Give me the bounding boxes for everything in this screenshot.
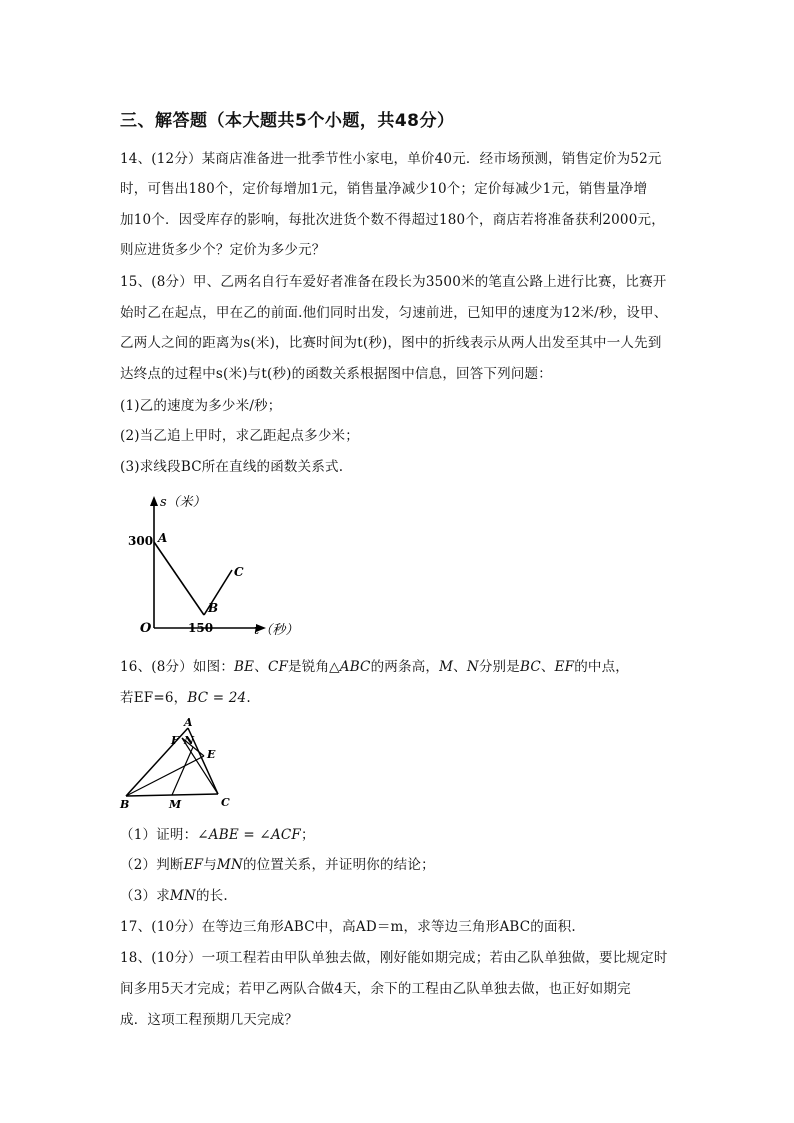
text: 的两条高， [370, 659, 440, 675]
text: 是锐角 [288, 659, 330, 675]
math-m: M [439, 659, 454, 675]
q16-figure [116, 716, 236, 810]
math-be: BE [234, 659, 255, 675]
point-b-label: B [208, 601, 219, 615]
point-c-label: C [234, 565, 244, 579]
math-bc-24: BC = 24 [187, 690, 247, 706]
math-bc: BC [519, 659, 541, 675]
text: 的中点， [574, 659, 629, 675]
q16-part-1 [120, 823, 315, 843]
q18-line-3: 成．这项工程预期几天完成？ [120, 1012, 299, 1028]
q18-line-1: 18、(10分）一项工程若由甲队单独去做，刚好能如期完成；若由乙队单独做，要比规定时 [120, 950, 668, 966]
math-angles: ∠ABE = ∠ACF [197, 827, 301, 843]
label-e: E [207, 748, 216, 761]
q15-part-1: (1)乙的速度为多少米/秒； [120, 398, 282, 414]
q15-part-3: (3)求线段BC所在直线的函数关系式. [120, 459, 344, 475]
label-f: F [171, 734, 179, 747]
math-cf: CF [267, 659, 289, 675]
q17-line: 17、(10分）在等边三角形ABC中，高AD＝m，求等边三角形ABC的面积. [120, 919, 576, 935]
math-ef: EF [554, 659, 575, 675]
x-tick-label: 150 [188, 621, 214, 635]
q18-line-2: 间多用5天才完成；若甲乙两队合做4天，余下的工程由乙队单独去做，也正好如期完 [120, 981, 631, 997]
text: 与 [203, 857, 217, 873]
math-triangle: △ABC [329, 659, 371, 675]
math-ef: EF [183, 857, 204, 873]
q14-line-2: 时，可售出180个，定价每增加1元，销售量净减少10个；定价每减少1元，销售量净增 [120, 181, 648, 197]
sep: 、 [540, 659, 555, 675]
segment-ab [154, 542, 204, 615]
x-axis-label: t（秒） [254, 623, 299, 638]
math-n: N [466, 659, 479, 675]
q16-part-2 [120, 853, 435, 873]
q14-line-3: 加10个．因受库存的影响，每批次进货个数不得超过180个，商店若将准备获利2000元， [120, 212, 665, 228]
q15-line-4: 达终点的过程中s(米)与t(秒)的函数关系根据图中信息，回答下列问题： [120, 366, 552, 382]
text: . [246, 690, 251, 706]
label-n: N [184, 734, 195, 747]
label-m: M [169, 798, 182, 810]
q16-line-1 [120, 655, 629, 675]
text: （2）判断 [120, 857, 184, 873]
altitude-be [126, 756, 204, 796]
math-mn: MN [169, 888, 196, 904]
label-a: A [184, 716, 193, 729]
sep: 、 [453, 659, 467, 675]
text: （1）证明： [120, 827, 198, 843]
y-axis-arrow [150, 496, 158, 506]
text: 的位置关系，并证明你的结论； [242, 857, 435, 873]
label-c: C [221, 796, 230, 809]
q15-line-1: 15、(8分）甲、乙两名自行车爱好者准备在段长为3500米的笔直公路上进行比赛，比赛开 [120, 274, 667, 290]
q14-line-4: 则应进货多少个？定价为多少元？ [120, 242, 326, 258]
y-axis-label: s（米） [160, 495, 206, 510]
q15-line-3: 乙两人之间的距离为s(米)，比赛时间为t(秒)，图中的折线表示从两人出发至其中一人先到 [120, 335, 662, 351]
q14-line-1: 14、(12分）某商店准备进一批季节性小家电，单价40元．经市场预测，销售定价为52元 [120, 151, 662, 167]
q15-line-2: 始时乙在起点，甲在乙的前面.他们同时出发，匀速前进，已知甲的速度为12米/秒，设甲、 [120, 305, 668, 321]
text: 若EF=6， [120, 690, 188, 706]
section-title: 三、解答题（本大题共5个小题，共48分） [120, 111, 455, 131]
label-b: B [120, 798, 130, 810]
point-a-label: A [158, 531, 168, 545]
y-tick-label: 300 [128, 534, 154, 548]
q16-line-2 [120, 686, 251, 706]
math-mn: MN [216, 857, 243, 873]
text: 分别是 [478, 659, 520, 675]
text: （3）求 [120, 888, 170, 904]
text: ； [300, 827, 315, 843]
q15-graph [120, 488, 310, 640]
origin-label: O [140, 621, 152, 636]
sep: 、 [254, 659, 268, 675]
q15-part-2: (2)当乙追上甲时，求乙距起点多少米； [120, 428, 359, 444]
q16-intro: 16、(8分）如图： [120, 659, 235, 675]
text: 的长. [195, 888, 228, 904]
q16-part-3 [120, 884, 228, 904]
